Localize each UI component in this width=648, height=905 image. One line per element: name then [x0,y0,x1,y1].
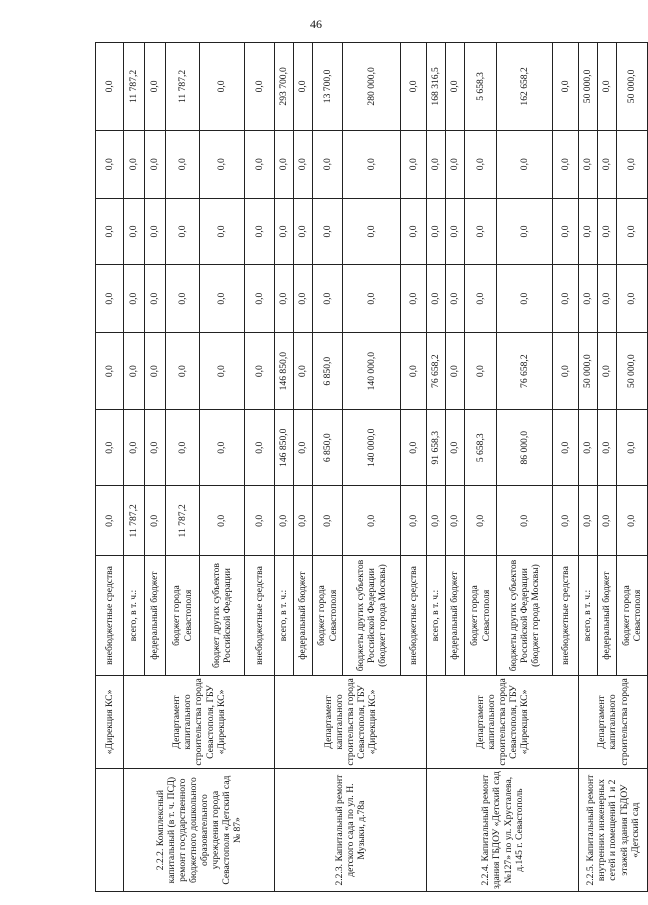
value-cell: 0,0 [446,265,465,333]
value-cell: 0,0 [401,333,427,410]
value-cell: 0,0 [245,410,275,486]
value-cell: 0,0 [343,265,401,333]
value-cell: 0,0 [401,410,427,486]
value-cell: 0,0 [96,486,124,556]
source-cell: бюджет города Севастополя [465,556,497,675]
program-item-name: 2.2.2. Комплексный капитальный (в т. ч. ПСД) ремонт государственного бюджетного дошкольного образовательного учреждения города Севастополя «Детский сад № 87» [124,769,275,892]
value-cell: 6 850,0 [313,410,343,486]
value-cell: 6 850,0 [313,333,343,410]
program-item-name: 2.2.3. Капитальный ремонт детского сада по ул. Н. Музыки, д.78а [275,769,427,892]
value-cell: 0,0 [96,43,124,131]
value-cell: 0,0 [598,486,617,556]
value-cell: 0,0 [294,265,313,333]
value-cell: 0,0 [294,198,313,265]
value-cell: 0,0 [166,198,200,265]
value-cell: 0,0 [598,43,617,131]
value-cell: 0,0 [200,43,245,131]
program-item-name: 2.2.5. Капитальный ремонт внутренних инженерных сетей и помещений 1 и 2 этажей здания ГБДОУ «Детский сад [579,769,648,892]
value-cell: 0,0 [313,130,343,198]
value-cell: 0,0 [401,43,427,131]
value-cell: 0,0 [446,130,465,198]
value-cell: 0,0 [145,486,166,556]
source-cell: бюджет города Севастополя [617,556,648,675]
value-cell: 0,0 [200,265,245,333]
value-cell: 140 000,0 [343,410,401,486]
value-cell: 13 700,0 [313,43,343,131]
value-cell: 0,0 [401,486,427,556]
value-cell: 0,0 [245,486,275,556]
value-cell: 0,0 [401,265,427,333]
value-cell: 11 787,2 [166,43,200,131]
value-cell: 0,0 [427,198,446,265]
value-cell: 0,0 [553,265,579,333]
value-cell: 0,0 [166,410,200,486]
value-cell: 0,0 [145,130,166,198]
value-cell: 0,0 [598,265,617,333]
value-cell: 0,0 [313,486,343,556]
source-cell: бюджет города Севастополя [313,556,343,675]
value-cell: 0,0 [617,410,648,486]
value-cell: 0,0 [294,486,313,556]
value-cell: 0,0 [245,333,275,410]
value-cell: 0,0 [245,130,275,198]
value-cell: 0,0 [617,130,648,198]
value-cell: 0,0 [465,198,497,265]
row-name-cell [96,769,124,892]
value-cell: 0,0 [96,333,124,410]
value-cell: 0,0 [294,130,313,198]
source-cell: внебюджетные средства [401,556,427,675]
table-row [427,43,446,892]
table-row [275,43,294,892]
table-row [579,43,598,892]
value-cell: 0,0 [145,333,166,410]
source-cell: бюджет города Севастополя [166,556,200,675]
rotated-table-container [95,42,643,892]
value-cell: 0,0 [145,265,166,333]
value-cell: 0,0 [598,198,617,265]
value-cell: 0,0 [465,265,497,333]
value-cell: 0,0 [427,265,446,333]
source-cell: внебюджетные средства [96,556,124,675]
source-cell: всего, в т. ч.: [275,556,294,675]
executor-cell: Департамент капитального строительства города [579,675,648,769]
value-cell: 168 316,5 [427,43,446,131]
value-cell: 0,0 [294,43,313,131]
value-cell: 5 658,3 [465,410,497,486]
value-cell: 0,0 [465,333,497,410]
value-cell: 50 000,0 [617,43,648,131]
value-cell: 0,0 [124,130,145,198]
value-cell: 0,0 [313,265,343,333]
value-cell: 0,0 [96,198,124,265]
value-cell: 0,0 [294,410,313,486]
value-cell: 0,0 [245,198,275,265]
value-cell: 293 700,0 [275,43,294,131]
source-cell: внебюджетные средства [553,556,579,675]
value-cell: 0,0 [553,333,579,410]
budget-table [95,42,648,892]
source-cell: бюджет других субъектов Российской Федерации [200,556,245,675]
value-cell: 0,0 [124,333,145,410]
value-cell: 0,0 [598,130,617,198]
value-cell: 0,0 [553,410,579,486]
value-cell: 0,0 [497,198,553,265]
value-cell: 0,0 [465,486,497,556]
source-cell: федеральный бюджет [446,556,465,675]
program-item-name: 2.2.4. Капитальный ремонт здания ГБДОУ «Детский сад №127» по ул. Хрусталева, д.145 г. Севастополь [427,769,579,892]
value-cell: 146 850,0 [275,333,294,410]
value-cell: 86 000,0 [497,410,553,486]
executor-cell: Департамент капитального строительства города Севастополя, ГБУ «Дирекция КС» [124,675,275,769]
value-cell: 0,0 [96,410,124,486]
value-cell: 0,0 [579,486,598,556]
value-cell: 0,0 [96,130,124,198]
value-cell: 0,0 [275,130,294,198]
value-cell: 0,0 [166,130,200,198]
value-cell: 0,0 [579,130,598,198]
value-cell: 0,0 [465,130,497,198]
source-cell: внебюджетные средства [245,556,275,675]
source-cell: федеральный бюджет [598,556,617,675]
value-cell: 0,0 [275,198,294,265]
value-cell: 0,0 [553,130,579,198]
value-cell: 0,0 [313,198,343,265]
executor-cell: Департамент капитального строительства города Севастополя, ГБУ «Дирекция КС» [275,675,427,769]
source-cell: всего, в т. ч.: [124,556,145,675]
value-cell: 0,0 [200,410,245,486]
value-cell: 0,0 [166,333,200,410]
value-cell: 0,0 [275,486,294,556]
executor-cell: «Дирекция КС» [96,675,124,769]
value-cell: 0,0 [124,410,145,486]
value-cell: 146 850,0 [275,410,294,486]
continuation-row [96,43,124,892]
value-cell: 0,0 [497,130,553,198]
value-cell: 0,0 [553,198,579,265]
value-cell: 76 658,2 [427,333,446,410]
value-cell: 0,0 [497,486,553,556]
source-cell: федеральный бюджет [294,556,313,675]
value-cell: 0,0 [145,43,166,131]
value-cell: 0,0 [598,410,617,486]
value-cell: 0,0 [124,198,145,265]
value-cell: 50 000,0 [579,43,598,131]
value-cell: 11 787,2 [124,486,145,556]
value-cell: 0,0 [553,486,579,556]
value-cell: 280 000,0 [343,43,401,131]
value-cell: 0,0 [343,130,401,198]
value-cell: 0,0 [401,130,427,198]
value-cell: 5 658,3 [465,43,497,131]
value-cell: 0,0 [598,333,617,410]
value-cell: 50 000,0 [617,333,648,410]
value-cell: 50 000,0 [579,333,598,410]
value-cell: 0,0 [617,265,648,333]
source-cell: федеральный бюджет [145,556,166,675]
value-cell: 0,0 [579,410,598,486]
value-cell: 162 658,2 [497,43,553,131]
value-cell: 76 658,2 [497,333,553,410]
value-cell: 0,0 [446,410,465,486]
value-cell: 0,0 [617,198,648,265]
value-cell: 0,0 [245,43,275,131]
value-cell: 0,0 [446,43,465,131]
executor-cell: Департамент капитального строительства города Севастополя, ГБУ «Дирекция КС» [427,675,579,769]
value-cell: 0,0 [96,265,124,333]
value-cell: 0,0 [343,198,401,265]
source-cell: бюджеты других субъектов Российской Федерации (бюджет города Москвы) [497,556,553,675]
value-cell: 0,0 [617,486,648,556]
value-cell: 0,0 [427,486,446,556]
source-cell: всего, в т. ч.: [579,556,598,675]
value-cell: 0,0 [200,130,245,198]
value-cell: 11 787,2 [124,43,145,131]
value-cell: 0,0 [579,265,598,333]
value-cell: 140 000,0 [343,333,401,410]
value-cell: 0,0 [200,486,245,556]
source-cell: всего, в т. ч.: [427,556,446,675]
source-cell: бюджеты других субъектов Российской Федерации (бюджет города Москвы) [343,556,401,675]
value-cell: 0,0 [166,265,200,333]
value-cell: 0,0 [553,43,579,131]
value-cell: 0,0 [145,198,166,265]
value-cell: 0,0 [446,198,465,265]
value-cell: 0,0 [427,130,446,198]
value-cell: 0,0 [200,198,245,265]
value-cell: 0,0 [497,265,553,333]
value-cell: 0,0 [145,410,166,486]
value-cell: 0,0 [124,265,145,333]
value-cell: 0,0 [446,486,465,556]
value-cell: 0,0 [401,198,427,265]
value-cell: 0,0 [446,333,465,410]
value-cell: 0,0 [275,265,294,333]
value-cell: 91 658,3 [427,410,446,486]
value-cell: 0,0 [294,333,313,410]
value-cell: 0,0 [245,265,275,333]
table-row [124,43,145,892]
page-number: 46 [310,17,322,31]
value-cell: 0,0 [579,198,598,265]
value-cell: 11 787,2 [166,486,200,556]
value-cell: 0,0 [200,333,245,410]
value-cell: 0,0 [343,486,401,556]
